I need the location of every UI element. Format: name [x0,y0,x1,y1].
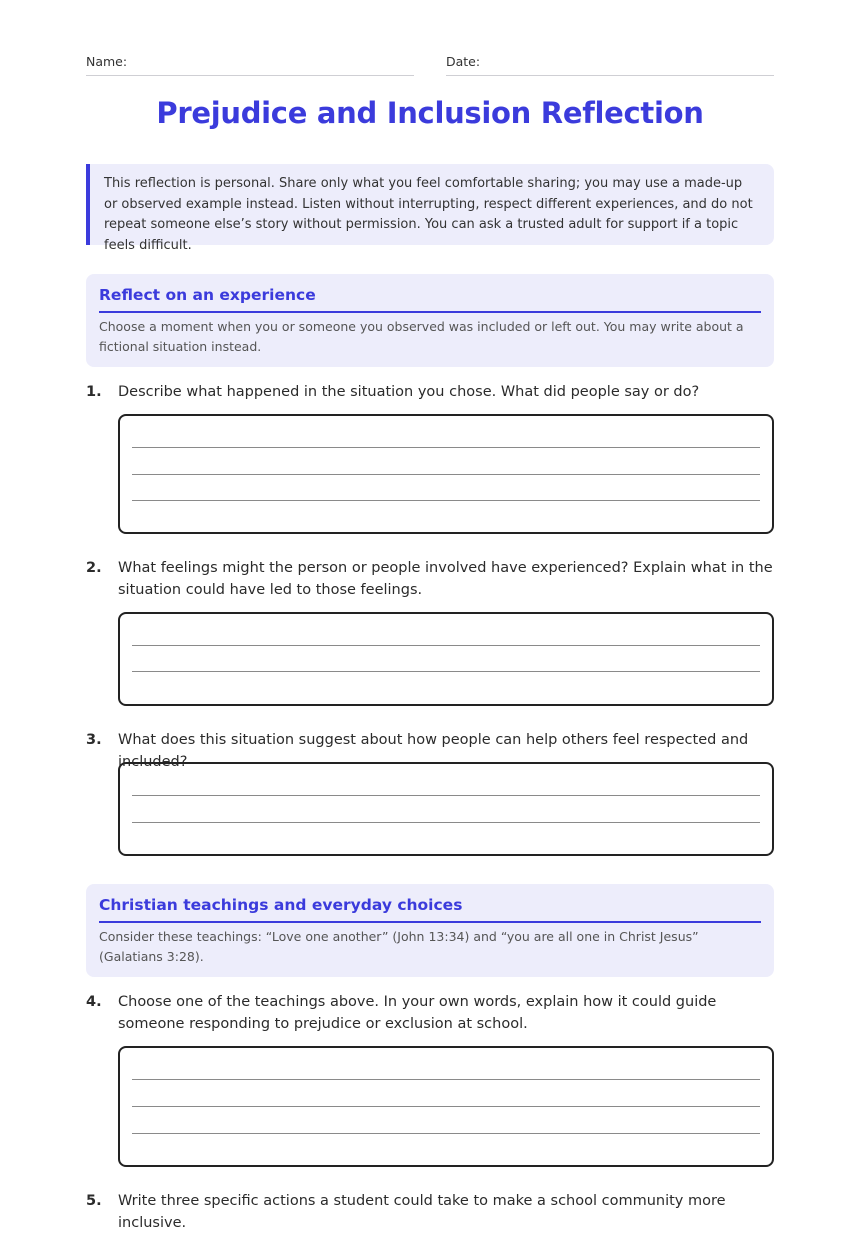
student-info-row [86,54,774,76]
writing-line [132,500,760,501]
section-description: Choose a moment when you or someone you observed was included or left out. You may write about a fictional situation instead. [99,319,744,354]
answer-box-4[interactable] [118,1046,774,1167]
answer-box-2[interactable] [118,612,774,706]
writing-line [132,474,760,475]
answer-box-1[interactable] [118,414,774,534]
writing-line [132,1106,760,1107]
question-number: 2. [86,560,102,576]
answer-box-3[interactable] [118,762,774,856]
safety-notice: This reflection is personal. Share only what you feel comfortable sharing; you may use a made-up or observed example instead. Listen without interrupting, respect different experiences, and do not repeat someone else’s story without permission. You can ask a trusted adult for support if a topic feels difficult. [86,164,774,245]
name-label: Name: [86,54,128,69]
question-text: What does this situation suggest about how people can help others feel respected and included? [118,732,749,770]
date-label: Date: [446,54,481,69]
question-number: 3. [86,732,102,748]
section-reflect-experience [86,274,774,367]
writing-line [132,1133,760,1134]
section-description: Consider these teachings: “Love one another” (John 13:34) and “you are all one in Christ Jesus” (Galatians 3:28). [99,929,699,964]
section-title: Reflect on an experience [99,286,761,313]
section-christian-teachings [86,884,774,977]
section-title: Christian teachings and everyday choices [99,896,761,923]
question-number: 5. [86,1193,102,1209]
question-number: 4. [86,994,102,1010]
writing-line [132,795,760,796]
writing-line [132,822,760,823]
question-number: 1. [86,384,102,400]
date-field[interactable] [446,54,774,76]
page-title: Prejudice and Inclusion Reflection [156,96,704,130]
writing-line [132,671,760,672]
question-text: Describe what happened in the situation you chose. What did people say or do? [118,384,700,400]
name-field[interactable] [86,54,414,76]
question-text: What feelings might the person or people involved have experienced? Explain what in the situation could have led to those feelings. [118,560,773,598]
question-text: Choose one of the teachings above. In your own words, explain how it could guide someone responding to prejudice or exclusion at school. [118,994,717,1032]
writing-line [132,1079,760,1080]
writing-line [132,645,760,646]
question-text: Write three specific actions a student could take to make a school community more inclusive. [118,1193,726,1231]
writing-line [132,447,760,448]
